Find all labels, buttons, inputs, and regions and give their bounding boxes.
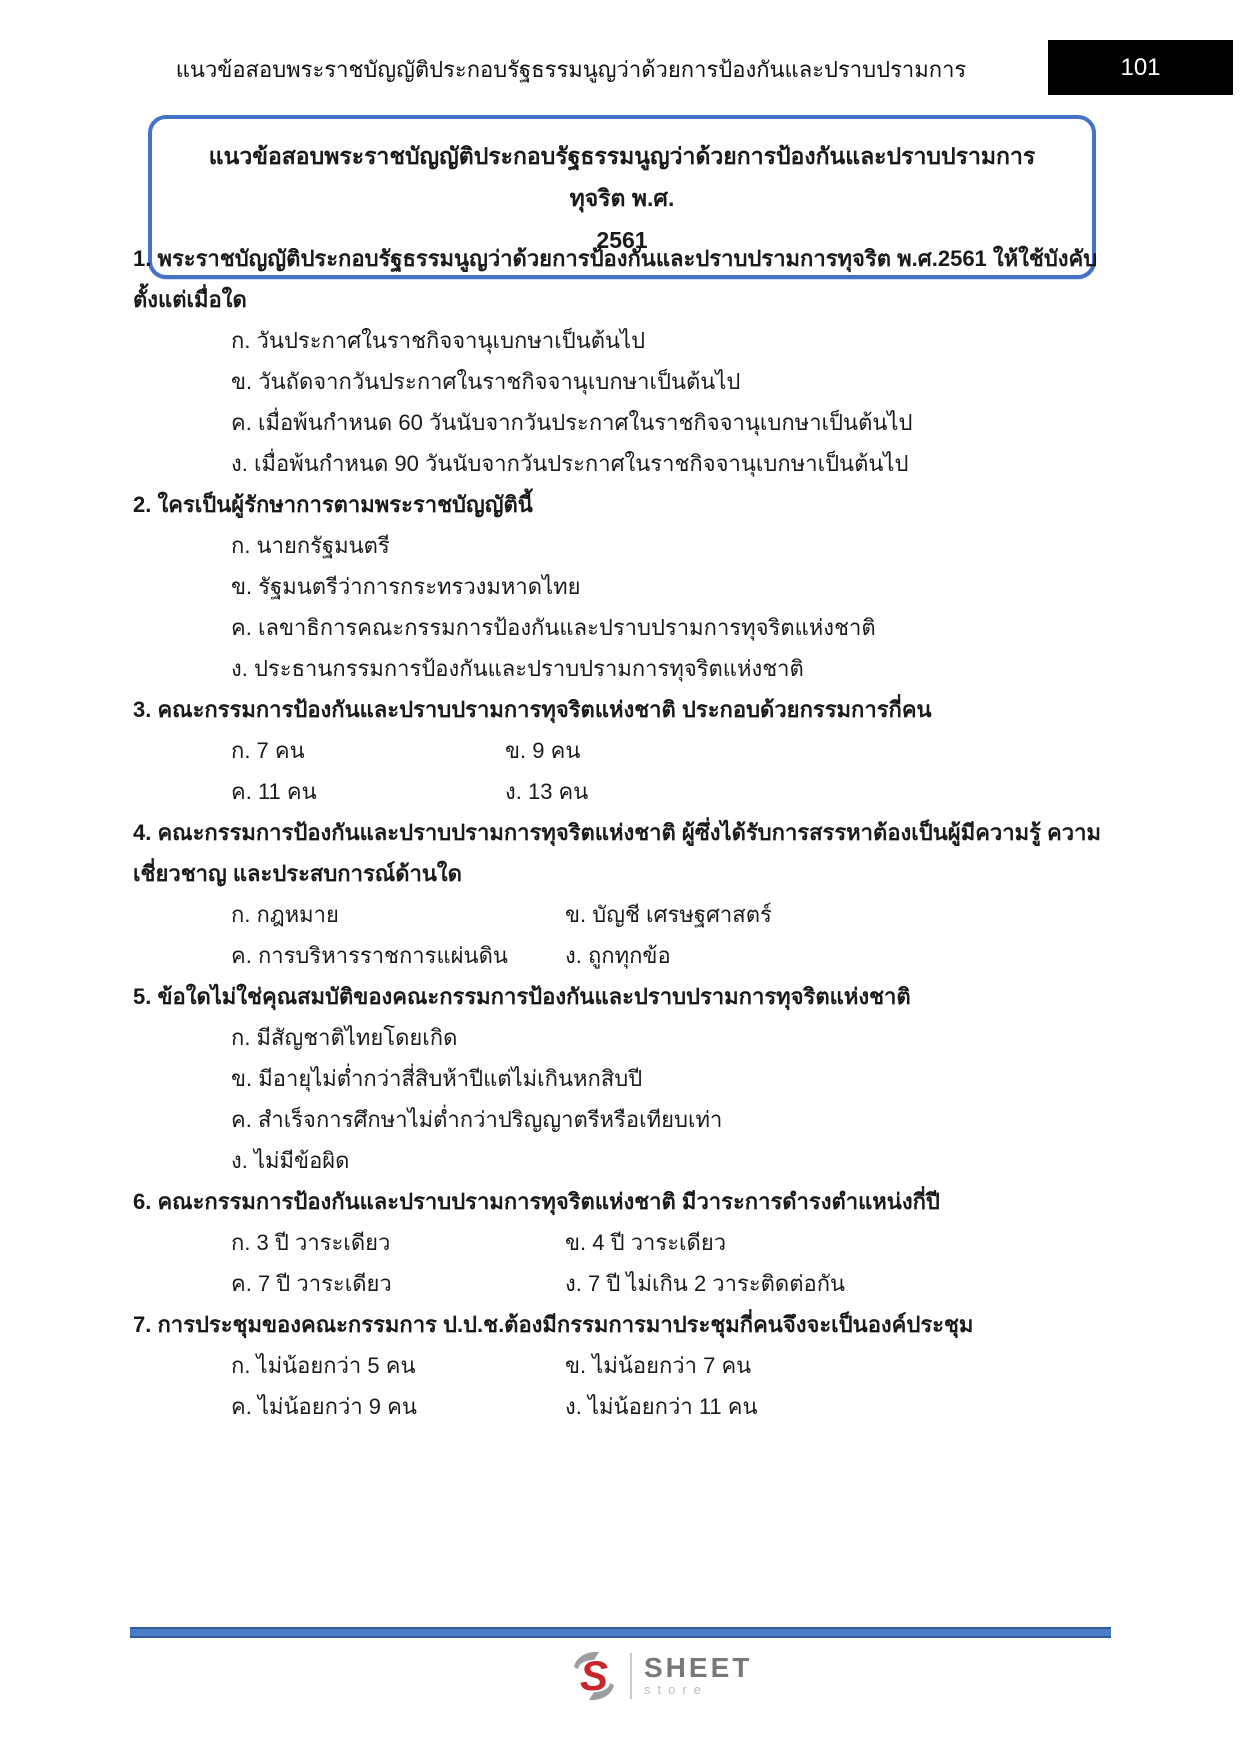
choice-item: ค. 11 คน <box>231 779 317 804</box>
choice-item: ง. เมื่อพ้นกำหนด 90 วันนับจากวันประกาศในราชกิจจานุเบกษาเป็นต้นไป <box>231 451 909 476</box>
choice-item: ค. เมื่อพ้นกำหนด 60 วันนับจากวันประกาศในราชกิจจานุเบกษาเป็นต้นไป <box>231 410 913 435</box>
logo-s-icon <box>570 1650 618 1702</box>
logo-letter: S <box>579 1652 609 1699</box>
choice-item: ข. 9 คน <box>505 738 581 763</box>
choice-row <box>133 771 1111 812</box>
sheet-store-logo <box>570 1650 752 1702</box>
question-block <box>133 976 1111 1181</box>
choice-item: ค. เลขาธิการคณะกรรมการป้องกันและปราบปรามการทุจริตแห่งชาติ <box>231 615 876 640</box>
question-block <box>133 238 1111 484</box>
choice-item: ง. ถูกทุกข้อ <box>565 943 671 968</box>
choice-row <box>133 1386 1111 1427</box>
question-block <box>133 484 1111 689</box>
choice-item: ก. ไม่น้อยกว่า 5 คน <box>231 1353 416 1378</box>
choice-item: ก. วันประกาศในราชกิจจานุเบกษาเป็นต้นไป <box>231 328 646 353</box>
choice-item: ง. ไม่น้อยกว่า 11 คน <box>565 1394 758 1419</box>
choice-item: ค. การบริหารราชการแผ่นดิน <box>231 943 508 968</box>
question-block <box>133 1304 1111 1427</box>
choice-item: ข. 4 ปี วาระเดียว <box>565 1230 727 1255</box>
question-text: 3. คณะกรรมการป้องกันและปราบปรามการทุจริตแห่งชาติ ประกอบด้วยกรรมการกี่คน <box>133 697 932 722</box>
footer-divider-bar <box>130 1627 1111 1638</box>
choice-item: ข. บัญชี เศรษฐศาสตร์ <box>565 902 772 927</box>
question-text: 1. พระราชบัญญัติประกอบรัฐธรรมนูญว่าด้วยการป้องกันและปราบปรามการทุจริต พ.ศ.2561 ให้ใช้บังคับตั้งแต่เมื่อใด <box>133 246 1098 312</box>
question-block <box>133 1181 1111 1304</box>
choice-row <box>133 935 1111 976</box>
choice-item: ง. 13 คน <box>505 779 589 804</box>
title-line-2: 2561 <box>596 227 648 253</box>
question-text: 2. ใครเป็นผู้รักษาการตามพระราชบัญญัตินี้ <box>133 492 533 517</box>
choice-item: ข. ไม่น้อยกว่า 7 คน <box>565 1353 752 1378</box>
choice-item: ง. ไม่มีข้อผิด <box>231 1148 350 1173</box>
logo-sub-text: store <box>644 1682 708 1697</box>
choice-item: ข. รัฐมนตรีว่าการกระทรวงมหาดไทย <box>231 574 581 599</box>
title-line-1: แนวข้อสอบพระราชบัญญัติประกอบรัฐธรรมนูญว่าด้วยการป้องกันและปราบปรามการทุจริต พ.ศ. <box>208 143 1036 211</box>
logo-brand-text: SHEET <box>644 1652 753 1683</box>
choice-row <box>133 1263 1111 1304</box>
choice-item: ค. 7 ปี วาระเดียว <box>231 1271 392 1296</box>
page-number: 101 <box>1120 53 1161 81</box>
choice-item: ค. ไม่น้อยกว่า 9 คน <box>231 1394 417 1419</box>
choice-row <box>133 730 1111 771</box>
choice-item: ก. กฎหมาย <box>231 902 339 927</box>
question-block <box>133 689 1111 812</box>
choice-item: ก. มีสัญชาติไทยโดยเกิด <box>231 1025 458 1050</box>
question-text: 5. ข้อใดไม่ใช่คุณสมบัติของคณะกรรมการป้องกันและปราบปรามการทุจริตแห่งชาติ <box>133 984 911 1009</box>
choice-item: ข. วันถัดจากวันประกาศในราชกิจจานุเบกษาเป็นต้นไป <box>231 369 741 394</box>
running-header <box>0 52 1142 87</box>
choice-item: ข. มีอายุไม่ต่ำกว่าสี่สิบห้าปีแต่ไม่เกินหกสิบปี <box>231 1066 643 1091</box>
questions-list <box>133 238 1111 1427</box>
choice-row <box>133 1222 1111 1263</box>
choice-item: ง. ประธานกรรมการป้องกันและปราบปรามการทุจริตแห่งชาติ <box>231 656 804 681</box>
running-header-text: แนวข้อสอบพระราชบัญญัติประกอบรัฐธรรมนูญว่าด้วยการป้องกันและปราบปรามการ <box>175 57 967 82</box>
choice-item: ง. 7 ปี ไม่เกิน 2 วาระติดต่อกัน <box>565 1271 846 1296</box>
choice-item: ก. 3 ปี วาระเดียว <box>231 1230 391 1255</box>
question-text: 7. การประชุมของคณะกรรมการ ป.ป.ช.ต้องมีกรรมการมาประชุมกี่คนจึงจะเป็นองค์ประชุม <box>133 1312 974 1337</box>
choice-item: ก. 7 คน <box>231 738 305 763</box>
question-block <box>133 812 1111 976</box>
choice-row <box>133 1345 1111 1386</box>
logo-text <box>644 1654 752 1698</box>
choice-row <box>133 894 1111 935</box>
choice-item: ค. สำเร็จการศึกษาไม่ต่ำกว่าปริญญาตรีหรือเทียบเท่า <box>231 1107 723 1132</box>
question-text: 4. คณะกรรมการป้องกันและปราบปรามการทุจริตแห่งชาติ ผู้ซึ่งได้รับการสรรหาต้องเป็นผู้มีความรู้ ความเชี่ยวชาญ และประสบการณ์ด้านใด <box>133 820 1101 886</box>
page-number-box <box>1048 40 1233 95</box>
question-text: 6. คณะกรรมการป้องกันและปราบปรามการทุจริตแห่งชาติ มีวาระการดำรงตำแหน่งกี่ปี <box>133 1189 940 1214</box>
logo-divider <box>630 1653 632 1699</box>
choice-item: ก. นายกรัฐมนตรี <box>231 533 390 558</box>
